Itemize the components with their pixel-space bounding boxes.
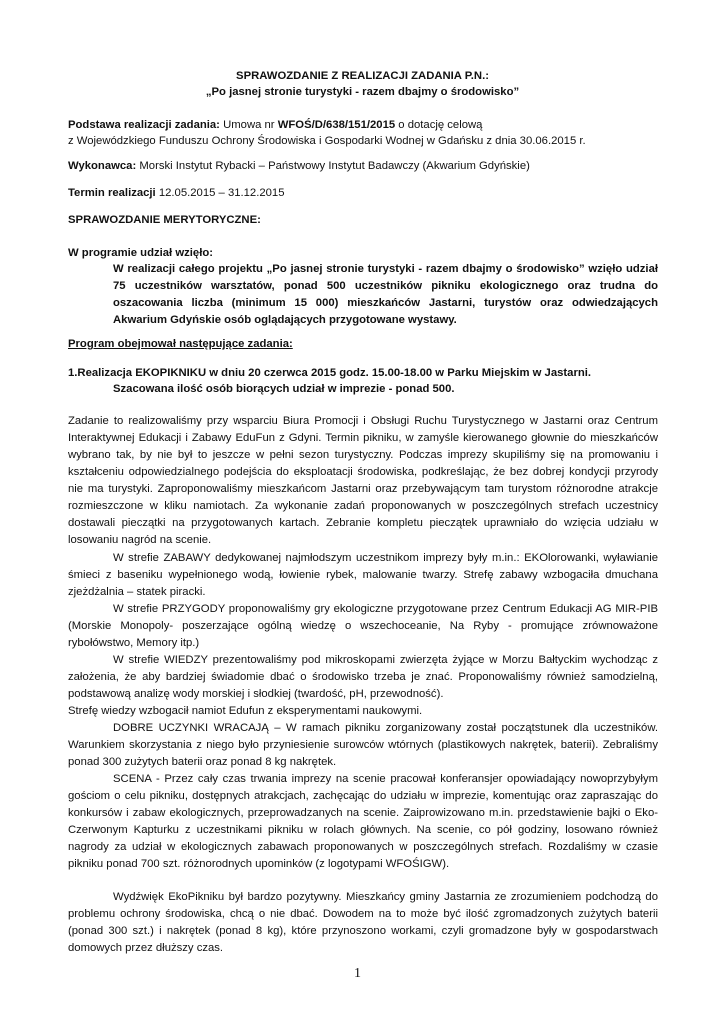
basis-label: Podstawa realizacji zadania: [68, 119, 220, 131]
paragraph-summary: Wydźwięk EkoPikniku był bardzo pozytywny. Mieszkańcy gminy Jastarnia ze zrozumieniem podchodzą do problemu ochrony środowiska, chcą o nie dbać. Dowodem na to może być ilość zgromadzonych zużytych baterii (ponad 300 szt.) i nakrętek (ponad 8 kg), które przynoszono workami, czyli gromadzone były w gospodarstwach domowych przez dłuższy czas. [68, 891, 658, 954]
term-label: Termin realizacji [68, 187, 156, 199]
program-heading: Program obejmował następujące zadania: [68, 338, 293, 350]
task1-title: 1.Realizacja EKOPIKNIKU w dniu 20 czerwca 2015 godz. 15.00-18.00 w Parku Miejskim w Jastarni. [68, 367, 592, 379]
paragraph-intro: Zadanie to realizowaliśmy przy wsparciu Biura Promocji i Obsługi Ruchu Turystycznego w Jastarni oraz Centrum Interaktywnej Edukacji i Zabawy EduFun z Gdyni. Termin pikniku, w zamyśle kierowanego głownie do mieszkańców wybrano tak, by nie był to jeszcze w pełni sezon turystyczny. Podczas imprezy skupiliśmy się na promowaniu i kształceniu odpowiedzialnego podejścia do eksploatacji środowiska, podkreślając, że bez dobrej kondycji przyrody nie ma turystyki. Zaproponowaliśmy mieszkańcom Jastarni oraz przebywającym tam turystom różnorodne atrakcje rozmieszczone w kliku namiotach. Za wykonanie zadań proponowanych w poszczególnych strefach uczestnicy dostawali pieczątki na przygotowanych kartach. Zebranie kompletu pieczątek uprawniało do wzięcia udziału w losowaniu nagród na scenie. [68, 415, 658, 546]
task1-estimate: Szacowana ilość osób biorących udział w imprezie - ponad 500. [113, 383, 455, 395]
basis-line-2: z Wojewódzkiego Funduszu Ochrony Środowiska i Gospodarki Wodnej w Gdańsku z dnia 30.06.2015 r. [68, 135, 586, 147]
participation-heading: W programie udział wzięło: [68, 247, 213, 259]
basis-text-before: Umowa nr [219, 119, 278, 131]
paragraph-zone-fun: W strefie ZABAWY dedykowanej najmłodszym uczestnikom imprezy były m.in.: EKOlorowanki, wyławianie śmieci z baseniku wypełnionego wodą, łowienie rybek, malowanie twarzy. Strefę zabawy wzbogaciła dmuchana zjeżdżalnia – statek piracki. [68, 552, 658, 598]
contractor-label: Wykonawca: [68, 160, 137, 172]
project-name: „Po jasnej stronie turystyki - razem dbajmy o środowisko” [205, 86, 520, 98]
contract-number: WFOŚ/D/638/151/2015 [277, 119, 396, 131]
paragraph-zone-adventure: W strefie PRZYGODY proponowaliśmy gry ekologiczne przygotowane przez Centrum Edukacji AG MIR-PIB (Morskie Monopoly- poszerzające ogólną wiedzę o wszechoceanie, Na Ryby - promujące zrównoważone rybołówstwo, Memory itp.) [68, 603, 658, 649]
contractor-line [68, 158, 530, 175]
merit-heading: SPRAWOZDANIE MERYTORYCZNE: [68, 214, 261, 226]
paragraph-knowledge-addendum: Strefę wiedzy wzbogacił namiot Edufun z eksperymentami naukowymi. [68, 705, 423, 717]
paragraph-zone-knowledge: W strefie WIEDZY prezentowaliśmy pod mikroskopami zwierzęta żyjące w Morzu Bałtyckim wychodząc z założenia, że aby bardziej świadomie dbać o środowisko trzeba je znać. Proponowaliśmy również samodzielną, podstawową analizę wody morskiej i słodkiej (twardość, pH, przewodność). [68, 654, 658, 700]
participation-text: W realizacji całego projektu „Po jasnej stronie turystyki - razem dbajmy o środowisko” wzięło udział 75 uczestników warsztatów, ponad 500 uczestników pikniku ekologicznego oraz trudna do oszacowania liczba (minimum 15 000) mieszkańców Jastarni, turystów oraz odwiedzających Akwarium Gdyńskie osób oglądających przygotowane wystawy. [113, 263, 658, 326]
contractor-value: Morski Instytut Rybacki – Państwowy Instytut Badawczy (Akwarium Gdyńskie) [136, 160, 530, 172]
term-value: 12.05.2015 – 31.12.2015 [155, 187, 285, 199]
document-title: SPRAWOZDANIE Z REALIZACJI ZADANIA P.N.: [236, 70, 489, 82]
page-number: 1 [354, 966, 361, 981]
paragraph-good-deeds: DOBRE UCZYNKI WRACAJĄ – W ramach pikniku zorganizowany został początstunek dla uczestników. Warunkiem skorzystania z niego było przyniesienie surowców wtórnych (plastikowych nakrętek, baterii). Zebraliśmy ponad 300 zużytych baterii oraz ponad 8 kg nakrętek. [68, 722, 658, 768]
basis-text-after: o dotację celową [395, 119, 483, 131]
basis-line [68, 117, 482, 134]
term-line [68, 185, 284, 202]
paragraph-stage: SCENA - Przez cały czas trwania imprezy na scenie pracował konferansjer opowiadający nowoprzybyłym gościom o celu pikniku, dostępnych atrakcjach, zachęcając do udziału w imprezie, komentując oraz zapraszając do konkursów i zabaw ekologicznych, przeprowadzanych na scenie. Zaiprowizowano m.in. przedstawienie bajki o Eko-Czerwonym Kapturku z uczestnikami pikniku w rolach głównych. Na scenie, co pół godziny, losowano również nagrody za udział w ekologicznych zabawach proponowanych w poszczególnych strefach. Rozdaliśmy w czasie pikniku ponad 700 szt. różnorodnych upominków (z logotypami WFOŚIGW). [68, 773, 658, 870]
